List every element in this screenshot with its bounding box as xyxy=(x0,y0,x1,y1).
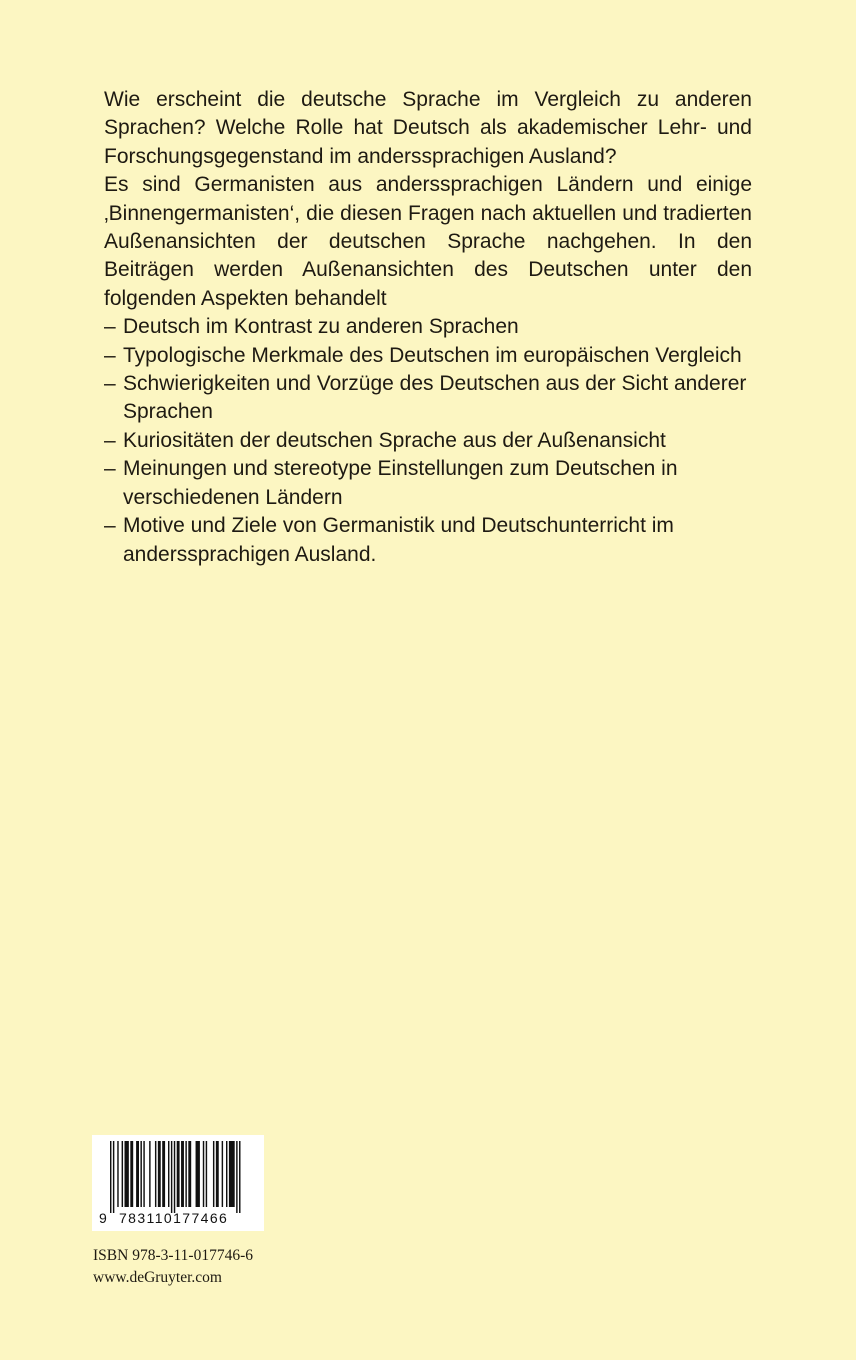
list-item xyxy=(104,512,752,569)
barcode-bar xyxy=(117,1141,118,1207)
list-item-text: Deutsch im Kontrast zu anderen Sprachen xyxy=(123,315,519,339)
barcode-bar xyxy=(162,1141,165,1207)
barcode-digits xyxy=(92,1210,264,1228)
barcode-bar xyxy=(196,1141,200,1207)
barcode-bar xyxy=(213,1141,214,1207)
list-item-text: Schwierigkeiten und Vorzüge des Deutschen aus der Sicht anderer Sprachen xyxy=(123,372,747,424)
isbn-number: ISBN 978-3-11-017746-6 xyxy=(93,1247,254,1264)
barcode-bar xyxy=(122,1141,123,1207)
barcode-bar xyxy=(113,1141,114,1213)
list-item-text: Typologische Merkmale des Deutschen im europäischen Vergleich xyxy=(123,343,742,367)
barcode-bar xyxy=(181,1141,184,1207)
list-item xyxy=(104,342,752,370)
blurb-text xyxy=(104,86,752,569)
isbn-barcode xyxy=(92,1135,264,1231)
barcode-bar xyxy=(185,1141,186,1207)
barcode-bar xyxy=(174,1141,175,1213)
barcode-bar xyxy=(216,1141,219,1207)
barcode-bar xyxy=(155,1141,156,1207)
dash-marker: – xyxy=(104,428,116,452)
barcode-digit-string: 783110177466 xyxy=(119,1210,229,1226)
list-item xyxy=(104,427,752,455)
aspects-list xyxy=(104,313,752,569)
barcode-bar xyxy=(171,1141,172,1213)
barcode-bar xyxy=(229,1141,235,1207)
barcode-bar xyxy=(206,1141,207,1207)
barcode-bar xyxy=(168,1141,169,1207)
barcode-bar xyxy=(149,1141,150,1207)
barcode-bar xyxy=(203,1141,204,1207)
barcode-bar xyxy=(222,1141,223,1207)
publisher-info xyxy=(93,1245,253,1289)
barcode-bar xyxy=(239,1141,240,1213)
list-item-text: Motive und Ziele von Germanistik und Deutschunterricht im anderssprachigen Ausland. xyxy=(123,514,674,566)
barcode-bar xyxy=(140,1141,141,1207)
dash-marker: – xyxy=(104,372,116,396)
barcode-bar xyxy=(110,1141,111,1213)
barcode-bar xyxy=(136,1141,139,1207)
dash-marker: – xyxy=(104,343,116,367)
dash-marker: – xyxy=(104,457,116,481)
dash-marker: – xyxy=(104,315,116,339)
list-item xyxy=(104,313,752,341)
list-item-text: Kuriositäten der deutschen Sprache aus der Außenansicht xyxy=(123,428,666,452)
barcode-bar xyxy=(177,1141,180,1207)
contributors-paragraph: Es sind Germanisten aus anderssprachigen Ländern und einige ‚Binnengermanisten‘, die diesen Fragen nach aktuellen und tradierten Außenansichten der deutschen Sprache nachgehen. In den Beiträgen werden Außenansichten des Deutschen unter den folgenden Aspekten behandelt xyxy=(104,173,752,310)
barcode-bar xyxy=(125,1141,129,1207)
list-item xyxy=(104,455,752,512)
barcode-bar xyxy=(188,1141,191,1207)
barcode-bar xyxy=(143,1141,144,1207)
barcode-bar xyxy=(130,1141,133,1207)
barcode-bar xyxy=(158,1141,161,1207)
publisher-website[interactable]: www.deGruyter.com xyxy=(93,1269,222,1286)
list-item xyxy=(104,370,752,427)
barcode-lead-digit: 9 xyxy=(99,1210,107,1226)
list-item-text: Meinungen und stereotype Einstellungen zum Deutschen in verschiedenen Ländern xyxy=(123,457,678,509)
intro-paragraph: Wie erscheint die deutsche Sprache im Vergleich zu anderen Sprachen? Welche Rolle hat Deutsch als akademischer Lehr- und Forschungsgegenstand im anderssprachigen Ausland? xyxy=(104,88,752,168)
barcode-bar xyxy=(236,1141,237,1213)
barcode-bar xyxy=(226,1141,227,1207)
dash-marker: – xyxy=(104,514,116,538)
